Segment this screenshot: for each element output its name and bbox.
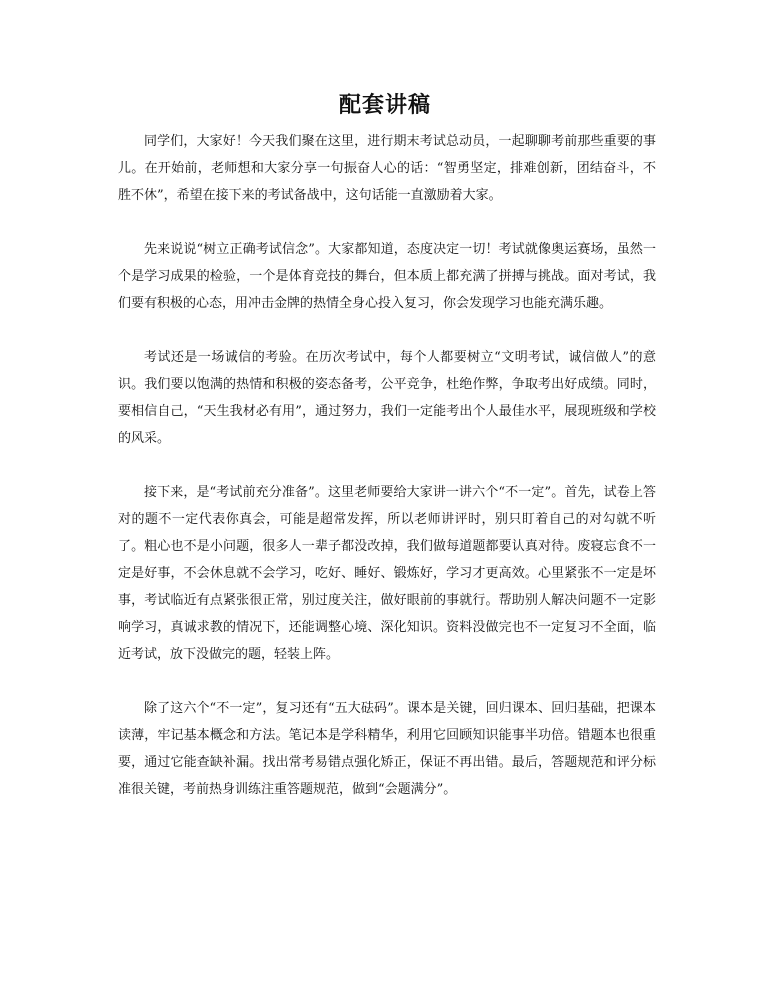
paragraph-5: 除了这六个“不一定”，复习还有“五大砝码”。课本是关键，回归课本、回归基础，把课本读薄，牢记基本概念和方法。笔记本是学科精华，利用它回顾知识能事半功倍。错题本也很重要，通过它能查缺补漏。找出常考易错点强化矫正，保证不再出错。最后，答题规范和评分标准很关键，考前热身训练注重答题规范，做到“会题满分”。 — [118, 701, 656, 797]
paragraph-2: 先来说说“树立正确考试信念”。大家都知道，态度决定一切！考试就像奥运赛场，虽然一个是学习成果的检验，一个是体育竞技的舞台，但本质上都充满了拼搏与挑战。面对考试，我们要有积极的心态，用冲击金牌的热情全身心投入复习，你会发现学习也能充满乐趣。 — [118, 242, 656, 311]
page-title: 配套讲稿 — [338, 92, 431, 118]
paragraph-1: 同学们，大家好！今天我们聚在这里，进行期末考试总动员，一起聊聊考前那些重要的事儿。在开始前，老师想和大家分享一句振奋人心的话：“智勇坚定，排难创新，团结奋斗，不胜不休”，希望在接下来的考试备战中，这句话能一直激励着大家。 — [118, 134, 656, 203]
paragraph-3: 考试还是一场诚信的考验。在历次考试中，每个人都要树立“文明考试，诚信做人”的意识。我们要以饱满的热情和积极的姿态备考，公平竞争，杜绝作弊，争取考出好成绩。同时，要相信自己，“天生我材必有用”，通过努力，我们一定能考出个人最佳水平，展现班级和学校的风采。 — [118, 350, 656, 446]
paragraph-4: 接下来，是“考试前充分准备”。这里老师要给大家讲一讲六个“不一定”。首先，试卷上答对的题不一定代表你真会，可能是超常发挥，所以老师讲评时，别只盯着自己的对勾就不听了。粗心也不是小问题，很多人一辈子都没改掉，我们做每道题都要认真对待。废寝忘食不一定是好事，不会休息就不会学习，吃好、睡好、锻炼好，学习才更高效。心里紧张不一定是坏事，考试临近有点紧张很正常，别过度关注，做好眼前的事就行。帮助别人解决问题不一定影响学习，真诚求教的情况下，还能调整心境、深化知识。资料没做完也不一定复习不全面，临近考试，放下没做完的题，轻装上阵。 — [118, 485, 656, 662]
document-body — [118, 128, 656, 830]
